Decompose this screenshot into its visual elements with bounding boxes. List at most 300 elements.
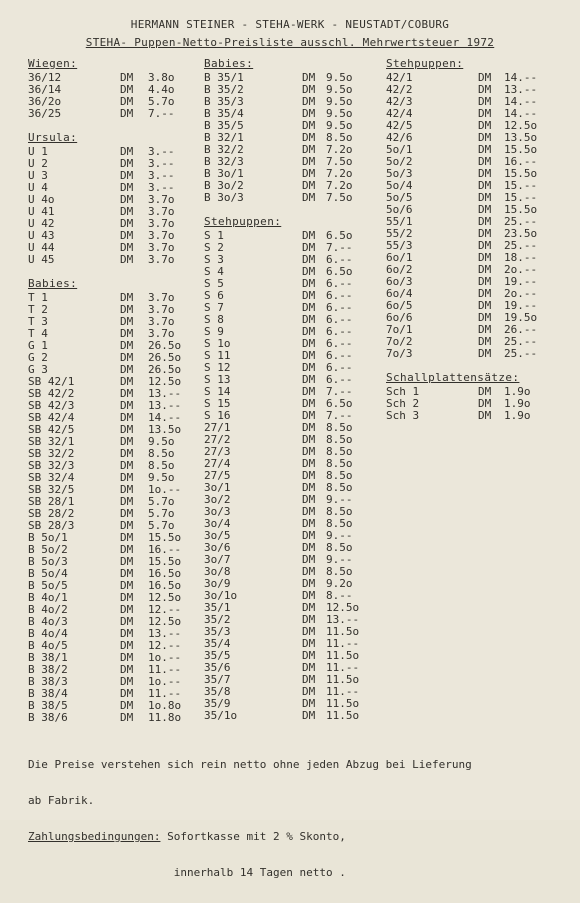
- article-code: B 35/3: [204, 95, 244, 108]
- article-code: 5o/4: [386, 179, 413, 192]
- currency-label: DM: [302, 83, 316, 96]
- article-code: 36/25: [28, 107, 62, 120]
- currency-label: DM: [478, 83, 492, 96]
- article-code: U 1: [28, 145, 48, 158]
- article-price: 3.--: [148, 157, 175, 170]
- currency-label: DM: [302, 673, 316, 686]
- article-price: 3.7o: [148, 303, 175, 316]
- article-price: 19.--: [504, 275, 538, 288]
- price-row: [204, 710, 364, 722]
- article-price: 26.5o: [148, 363, 182, 376]
- article-price: 11.5o: [326, 649, 360, 662]
- article-price: 13.--: [504, 83, 538, 96]
- currency-label: DM: [120, 687, 134, 700]
- currency-label: DM: [302, 613, 316, 626]
- currency-label: DM: [302, 433, 316, 446]
- article-code: 3o/9: [204, 577, 231, 590]
- article-price: 14.--: [504, 107, 538, 120]
- currency-label: DM: [120, 327, 134, 340]
- article-price: 18.--: [504, 251, 538, 264]
- article-price: 8.5o: [326, 541, 353, 554]
- article-price: 3.7o: [148, 193, 175, 206]
- article-code: G 1: [28, 339, 48, 352]
- article-code: 6o/5: [386, 299, 413, 312]
- article-price: 8.5o: [326, 131, 353, 144]
- article-price: 9.5o: [326, 95, 353, 108]
- article-price: 15.5o: [148, 531, 182, 544]
- article-price: 6.--: [326, 301, 353, 314]
- article-price: 7.--: [148, 107, 175, 120]
- article-price: 1o.--: [148, 483, 182, 496]
- article-price: 8.5o: [326, 481, 353, 494]
- article-code: S 11: [204, 349, 231, 362]
- currency-label: DM: [478, 251, 492, 264]
- article-price: 13.5o: [148, 423, 182, 436]
- article-code: 3o/3: [204, 505, 231, 518]
- article-price: 11.5o: [326, 673, 360, 686]
- article-code: 35/1: [204, 601, 231, 614]
- article-price: 13.5o: [504, 131, 538, 144]
- article-code: 55/1: [386, 215, 413, 228]
- article-price: 12.5o: [504, 119, 538, 132]
- currency-label: DM: [120, 663, 134, 676]
- article-code: B 38/4: [28, 687, 68, 700]
- article-code: SB 28/1: [28, 495, 75, 508]
- article-price: 11.--: [148, 663, 182, 676]
- price-list-title: STEHA- Puppen-Netto-Preisliste ausschl. Mehrwertsteuer 1972: [85, 36, 495, 49]
- article-price: 12.5o: [148, 591, 182, 604]
- currency-label: DM: [478, 215, 492, 228]
- article-code: B 5o/4: [28, 567, 68, 580]
- article-code: 6o/1: [386, 251, 413, 264]
- article-price: 11.5o: [326, 697, 360, 710]
- currency-label: DM: [120, 351, 134, 364]
- article-code: B 32/2: [204, 143, 244, 156]
- currency-label: DM: [478, 275, 492, 288]
- currency-label: DM: [302, 661, 316, 674]
- article-price: 13.--: [148, 399, 182, 412]
- currency-label: DM: [302, 481, 316, 494]
- article-price: 13.--: [326, 613, 360, 626]
- currency-label: DM: [120, 95, 134, 108]
- article-price: 3.--: [148, 145, 175, 158]
- article-code: B 35/4: [204, 107, 244, 120]
- article-price: 16.5o: [148, 579, 182, 592]
- article-price: 11.--: [326, 637, 360, 650]
- article-price: 15.--: [504, 179, 538, 192]
- article-code: B 35/5: [204, 119, 244, 132]
- article-code: T 1: [28, 291, 48, 304]
- currency-label: DM: [302, 697, 316, 710]
- article-code: 42/2: [386, 83, 413, 96]
- currency-label: DM: [478, 119, 492, 132]
- article-code: G 2: [28, 351, 48, 364]
- article-price: 11.5o: [326, 625, 360, 638]
- article-price: 3.7o: [148, 315, 175, 328]
- currency-label: DM: [120, 507, 134, 520]
- section-title: Babies:: [204, 57, 254, 70]
- article-price: 11.--: [148, 687, 182, 700]
- article-price: 1o.8o: [148, 699, 182, 712]
- article-code: S 3: [204, 253, 224, 266]
- currency-label: DM: [120, 363, 134, 376]
- article-code: U 2: [28, 157, 48, 170]
- article-price: 9.--: [326, 529, 353, 542]
- currency-label: DM: [120, 71, 134, 84]
- article-code: 3o/4: [204, 517, 231, 530]
- article-code: Sch 3: [386, 409, 420, 422]
- article-code: 42/5: [386, 119, 413, 132]
- currency-label: DM: [120, 411, 134, 424]
- article-price: 1.9o: [504, 409, 531, 422]
- currency-label: DM: [120, 531, 134, 544]
- article-code: U 43: [28, 229, 55, 242]
- article-code: 35/4: [204, 637, 231, 650]
- currency-label: DM: [302, 565, 316, 578]
- currency-label: DM: [120, 591, 134, 604]
- article-code: S 8: [204, 313, 224, 326]
- article-price: 11.5o: [326, 709, 360, 722]
- article-price: 16.5o: [148, 567, 182, 580]
- article-code: SB 42/5: [28, 423, 75, 436]
- price-row: [28, 254, 198, 266]
- article-code: 27/2: [204, 433, 231, 446]
- article-price: 3.7o: [148, 327, 175, 340]
- article-code: B 4o/3: [28, 615, 68, 628]
- article-code: 3o/6: [204, 541, 231, 554]
- article-price: 6.--: [326, 337, 353, 350]
- payment-terms-text: Sofortkasse mit 2 % Skonto,: [160, 830, 346, 843]
- currency-label: DM: [302, 241, 316, 254]
- currency-label: DM: [120, 193, 134, 206]
- currency-label: DM: [302, 469, 316, 482]
- currency-label: DM: [478, 409, 492, 422]
- currency-label: DM: [120, 567, 134, 580]
- currency-label: DM: [120, 181, 134, 194]
- article-price: 8.5o: [326, 505, 353, 518]
- currency-label: DM: [302, 277, 316, 290]
- currency-label: DM: [120, 627, 134, 640]
- company-header: HERMANN STEINER - STEHA-WERK - NEUSTADT/COBURG: [130, 18, 450, 31]
- article-price: 8.--: [326, 589, 353, 602]
- article-price: 6.5o: [326, 265, 353, 278]
- article-code: B 35/1: [204, 71, 244, 84]
- currency-label: DM: [478, 311, 492, 324]
- article-code: SB 32/5: [28, 483, 75, 496]
- currency-label: DM: [478, 143, 492, 156]
- price-row: [28, 108, 198, 120]
- currency-label: DM: [302, 493, 316, 506]
- article-price: 11.--: [326, 685, 360, 698]
- article-code: 36/12: [28, 71, 62, 84]
- currency-label: DM: [120, 435, 134, 448]
- currency-label: DM: [478, 179, 492, 192]
- article-price: 15.5o: [504, 167, 538, 180]
- article-code: 6o/4: [386, 287, 413, 300]
- currency-label: DM: [120, 303, 134, 316]
- article-code: SB 28/3: [28, 519, 75, 532]
- currency-label: DM: [302, 421, 316, 434]
- article-price: 9.5o: [148, 471, 175, 484]
- currency-label: DM: [120, 157, 134, 170]
- article-code: 7o/3: [386, 347, 413, 360]
- section-title: Stehpuppen:: [204, 215, 282, 228]
- article-price: 6.--: [326, 349, 353, 362]
- article-price: 15.5o: [504, 203, 538, 216]
- article-code: B 4o/4: [28, 627, 68, 640]
- article-code: 35/9: [204, 697, 231, 710]
- article-code: 35/6: [204, 661, 231, 674]
- article-price: 19.--: [504, 299, 538, 312]
- article-price: 26.--: [504, 323, 538, 336]
- currency-label: DM: [478, 131, 492, 144]
- article-code: U 4: [28, 181, 48, 194]
- currency-label: DM: [120, 651, 134, 664]
- article-code: S 14: [204, 385, 231, 398]
- currency-label: DM: [478, 71, 492, 84]
- currency-label: DM: [120, 483, 134, 496]
- currency-label: DM: [478, 191, 492, 204]
- article-code: B 4o/5: [28, 639, 68, 652]
- article-code: SB 32/1: [28, 435, 75, 448]
- article-code: B 38/5: [28, 699, 68, 712]
- article-price: 11.8o: [148, 711, 182, 724]
- section-title: Wiegen:: [28, 57, 78, 70]
- article-code: 5o/3: [386, 167, 413, 180]
- article-price: 8.5o: [326, 445, 353, 458]
- price-column-3: [386, 58, 556, 422]
- article-price: 25.--: [504, 347, 538, 360]
- article-price: 25.--: [504, 215, 538, 228]
- article-code: 6o/6: [386, 311, 413, 324]
- article-code: B 5o/2: [28, 543, 68, 556]
- currency-label: DM: [302, 505, 316, 518]
- article-price: 6.--: [326, 277, 353, 290]
- currency-label: DM: [302, 301, 316, 314]
- article-price: 7.--: [326, 385, 353, 398]
- article-price: 26.5o: [148, 351, 182, 364]
- article-code: B 5o/3: [28, 555, 68, 568]
- article-price: 15.5o: [148, 555, 182, 568]
- article-price: 12.5o: [326, 601, 360, 614]
- article-price: 9.5o: [326, 83, 353, 96]
- currency-label: DM: [302, 397, 316, 410]
- article-code: G 3: [28, 363, 48, 376]
- article-price: 6.5o: [326, 229, 353, 242]
- article-price: 1o.--: [148, 675, 182, 688]
- currency-label: DM: [302, 553, 316, 566]
- article-code: 3o/1: [204, 481, 231, 494]
- article-price: 3.--: [148, 181, 175, 194]
- article-code: SB 28/2: [28, 507, 75, 520]
- article-code: 36/2o: [28, 95, 62, 108]
- article-price: 9.5o: [326, 119, 353, 132]
- currency-label: DM: [120, 241, 134, 254]
- article-code: S 2: [204, 241, 224, 254]
- currency-label: DM: [302, 167, 316, 180]
- currency-label: DM: [120, 675, 134, 688]
- article-code: T 4: [28, 327, 48, 340]
- article-code: 27/1: [204, 421, 231, 434]
- article-code: SB 42/2: [28, 387, 75, 400]
- currency-label: DM: [302, 601, 316, 614]
- currency-label: DM: [120, 169, 134, 182]
- currency-label: DM: [120, 387, 134, 400]
- currency-label: DM: [120, 543, 134, 556]
- article-price: 14.--: [148, 411, 182, 424]
- currency-label: DM: [120, 519, 134, 532]
- article-price: 7.--: [326, 241, 353, 254]
- currency-label: DM: [302, 529, 316, 542]
- article-code: 42/3: [386, 95, 413, 108]
- article-price: 23.5o: [504, 227, 538, 240]
- currency-label: DM: [120, 315, 134, 328]
- article-code: 35/5: [204, 649, 231, 662]
- currency-label: DM: [302, 637, 316, 650]
- article-code: S 1o: [204, 337, 231, 350]
- article-price: 7.5o: [326, 191, 353, 204]
- article-code: SB 42/3: [28, 399, 75, 412]
- article-code: B 3o/2: [204, 179, 244, 192]
- article-price: 6.--: [326, 325, 353, 338]
- currency-label: DM: [302, 385, 316, 398]
- currency-label: DM: [120, 447, 134, 460]
- article-code: T 2: [28, 303, 48, 316]
- currency-label: DM: [302, 289, 316, 302]
- currency-label: DM: [302, 709, 316, 722]
- article-code: 6o/3: [386, 275, 413, 288]
- currency-label: DM: [120, 217, 134, 230]
- currency-label: DM: [302, 229, 316, 242]
- currency-label: DM: [120, 615, 134, 628]
- article-price: 2o.--: [504, 263, 538, 276]
- article-code: 6o/2: [386, 263, 413, 276]
- article-code: 35/3: [204, 625, 231, 638]
- footer-notes: [28, 735, 472, 903]
- article-price: 14.--: [504, 95, 538, 108]
- currency-label: DM: [302, 131, 316, 144]
- currency-label: DM: [120, 107, 134, 120]
- currency-label: DM: [478, 239, 492, 252]
- article-price: 26.5o: [148, 339, 182, 352]
- article-code: B 38/6: [28, 711, 68, 724]
- currency-label: DM: [478, 167, 492, 180]
- article-code: 42/1: [386, 71, 413, 84]
- article-price: 6.--: [326, 373, 353, 386]
- article-price: 7.5o: [326, 155, 353, 168]
- article-code: 27/5: [204, 469, 231, 482]
- article-price: 9.--: [326, 493, 353, 506]
- article-price: 13.--: [148, 627, 182, 640]
- currency-label: DM: [478, 227, 492, 240]
- currency-label: DM: [302, 191, 316, 204]
- currency-label: DM: [120, 471, 134, 484]
- article-price: 4.4o: [148, 83, 175, 96]
- currency-label: DM: [478, 347, 492, 360]
- currency-label: DM: [302, 457, 316, 470]
- article-code: 42/6: [386, 131, 413, 144]
- article-price: 5.7o: [148, 519, 175, 532]
- currency-label: DM: [478, 155, 492, 168]
- currency-label: DM: [302, 409, 316, 422]
- article-price: 9.5o: [326, 107, 353, 120]
- currency-label: DM: [302, 265, 316, 278]
- article-price: 5.7o: [148, 495, 175, 508]
- article-price: 8.5o: [148, 459, 175, 472]
- currency-label: DM: [302, 155, 316, 168]
- currency-label: DM: [120, 253, 134, 266]
- article-price: 8.5o: [326, 457, 353, 470]
- article-code: B 32/1: [204, 131, 244, 144]
- article-price: 7.2o: [326, 179, 353, 192]
- article-price: 15.5o: [504, 143, 538, 156]
- currency-label: DM: [120, 603, 134, 616]
- article-code: Sch 1: [386, 385, 420, 398]
- payment-terms: [28, 831, 472, 843]
- currency-label: DM: [478, 397, 492, 410]
- article-code: S 9: [204, 325, 224, 338]
- currency-label: DM: [302, 577, 316, 590]
- article-code: S 7: [204, 301, 224, 314]
- article-price: 13.--: [148, 387, 182, 400]
- article-code: SB 42/1: [28, 375, 75, 388]
- article-price: 3.7o: [148, 205, 175, 218]
- footer-line-1: Die Preise verstehen sich rein netto ohne jeden Abzug bei Lieferung: [28, 758, 472, 771]
- article-code: B 38/3: [28, 675, 68, 688]
- price-row: [204, 192, 364, 204]
- article-code: SB 32/2: [28, 447, 75, 460]
- article-price: 5.7o: [148, 95, 175, 108]
- price-row: [28, 712, 198, 724]
- article-code: 7o/2: [386, 335, 413, 348]
- currency-label: DM: [120, 145, 134, 158]
- article-price: 9.--: [326, 553, 353, 566]
- article-code: 36/14: [28, 83, 62, 96]
- article-code: SB 42/4: [28, 411, 75, 424]
- article-code: B 38/2: [28, 663, 68, 676]
- currency-label: DM: [120, 291, 134, 304]
- currency-label: DM: [478, 263, 492, 276]
- currency-label: DM: [120, 399, 134, 412]
- article-code: T 3: [28, 315, 48, 328]
- article-price: 1.9o: [504, 397, 531, 410]
- article-price: 9.2o: [326, 577, 353, 590]
- article-code: Sch 2: [386, 397, 420, 410]
- currency-label: DM: [302, 71, 316, 84]
- article-price: 3.7o: [148, 241, 175, 254]
- currency-label: DM: [478, 299, 492, 312]
- article-price: 8.5o: [326, 517, 353, 530]
- price-row: [386, 348, 556, 360]
- article-code: B 5o/5: [28, 579, 68, 592]
- article-code: 55/2: [386, 227, 413, 240]
- article-price: 5.7o: [148, 507, 175, 520]
- article-code: S 6: [204, 289, 224, 302]
- article-price: 19.5o: [504, 311, 538, 324]
- currency-label: DM: [120, 375, 134, 388]
- section-title: Ursula:: [28, 131, 78, 144]
- article-code: 3o/5: [204, 529, 231, 542]
- article-price: 6.--: [326, 289, 353, 302]
- article-price: 3.8o: [148, 71, 175, 84]
- currency-label: DM: [120, 495, 134, 508]
- article-price: 16.--: [148, 543, 182, 556]
- currency-label: DM: [302, 95, 316, 108]
- currency-label: DM: [478, 95, 492, 108]
- article-code: SB 32/4: [28, 471, 75, 484]
- currency-label: DM: [120, 205, 134, 218]
- article-code: 27/3: [204, 445, 231, 458]
